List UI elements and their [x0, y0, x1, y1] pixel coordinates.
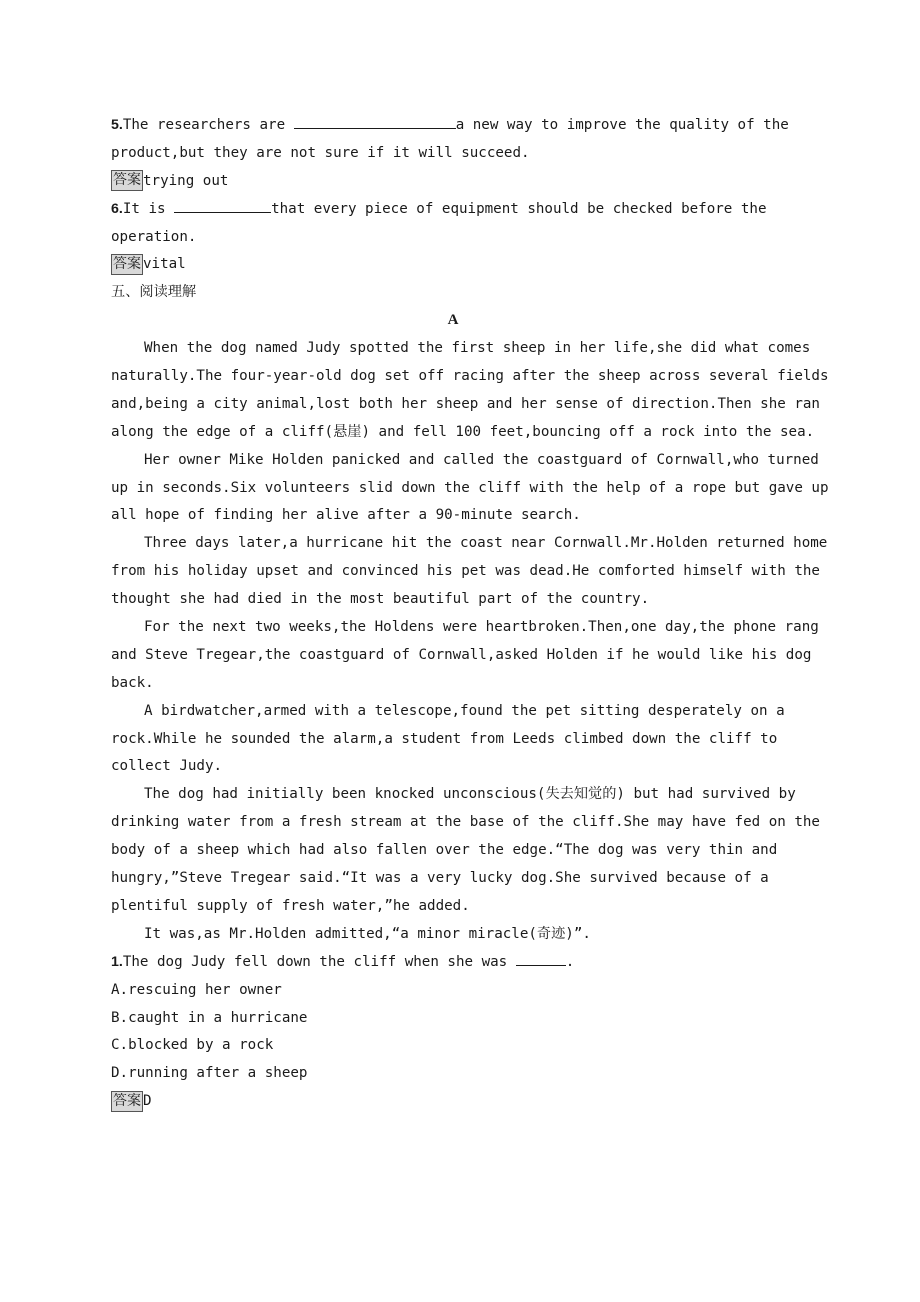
passage-line: from his holiday upset and convinced his pet was dead.He comforted himself with the	[111, 563, 820, 580]
answer-blank	[174, 198, 271, 213]
answer-text: trying out	[143, 172, 229, 189]
passage-line: naturally.The four-year-old dog set off racing after the sheep across several fields	[111, 368, 829, 385]
question-6-answer	[111, 251, 795, 279]
question-5-line-2: product,but they are not sure if it will succeed.	[111, 144, 530, 161]
passage-line: It was,as Mr.Holden admitted,“a minor miracle(奇迹)”.	[144, 925, 591, 942]
option-d: D.running after a sheep	[111, 1065, 308, 1082]
question-text-end: .	[565, 953, 575, 970]
document-page	[111, 112, 829, 1116]
option-a: A.rescuing her owner	[111, 981, 282, 998]
passage-line: and Steve Tregear,the coastguard of Cornwall,asked Holden if he would like his dog	[111, 646, 812, 663]
question-text: that every piece of equipment should be checked before the	[271, 200, 767, 217]
passage-line: Her owner Mike Holden panicked and called the coastguard of Cornwall,who turned	[144, 451, 819, 468]
question-text: The dog Judy fell down the cliff when she was	[122, 953, 516, 970]
passage-line: drinking water from a fresh stream at the base of the cliff.She may have fed on the	[111, 814, 820, 831]
question-number: 5.	[111, 117, 123, 133]
question-text: a new way to improve the quality of the	[455, 117, 789, 133]
answer-label: 答案	[111, 254, 143, 275]
passage-line: plentiful supply of fresh water,”he added.	[111, 897, 470, 914]
question-6-line-1	[111, 196, 795, 224]
question-1-answer	[111, 1088, 795, 1116]
question-5-answer	[111, 168, 795, 196]
answer-label: 答案	[111, 170, 143, 191]
passage-line: Three days later,a hurricane hit the coast near Cornwall.Mr.Holden returned home	[144, 535, 828, 552]
question-1-stem	[111, 949, 795, 977]
passage-title: A	[447, 312, 459, 329]
passage-line: up in seconds.Six volunteers slid down the cliff with the help of a rope but gave up	[111, 479, 829, 496]
answer-blank	[294, 114, 456, 129]
passage-line: When the dog named Judy spotted the first sheep in her life,she did what comes	[144, 340, 811, 357]
passage-line: and,being a city animal,lost both her sheep and her sense of direction.Then she ran	[111, 395, 820, 412]
answer-text: vital	[143, 256, 186, 273]
question-text: The researchers are	[122, 117, 294, 133]
option-c: C.blocked by a rock	[111, 1037, 274, 1054]
question-number: 1.	[111, 953, 123, 970]
passage-line: The dog had initially been knocked unconscious(失去知觉的) but had survived by	[144, 786, 796, 803]
section-heading: 五、阅读理解	[111, 284, 197, 301]
passage-line: collect Judy.	[111, 758, 223, 775]
option-b: B.caught in a hurricane	[111, 1009, 308, 1026]
question-6-line-2: operation.	[111, 228, 197, 245]
question-text: It is	[122, 200, 175, 217]
answer-label: 答案	[111, 1091, 143, 1112]
passage-line: A birdwatcher,armed with a telescope,found the pet sitting desperately on a	[144, 702, 785, 719]
passage-line: thought she had died in the most beautiful part of the country.	[111, 591, 650, 608]
passage-line: along the edge of a cliff(悬崖) and fell 100 feet,bouncing off a rock into the sea.	[111, 423, 815, 440]
passage-line: hungry,”Steve Tregear said.“It was a very lucky dog.She survived because of a	[111, 870, 769, 887]
passage-line: For the next two weeks,the Holdens were heartbroken.Then,one day,the phone rang	[144, 619, 819, 636]
question-5-line-1	[111, 112, 795, 140]
passage-line: body of a sheep which had also fallen over the edge.“The dog was very thin and	[111, 842, 778, 859]
passage-line: all hope of finding her alive after a 90-minute search.	[111, 507, 581, 524]
question-number: 6.	[111, 200, 123, 217]
answer-text: D	[143, 1093, 152, 1110]
passage-line: rock.While he sounded the alarm,a student from Leeds climbed down the cliff to	[111, 730, 778, 747]
answer-blank	[516, 951, 566, 966]
passage-line: back.	[111, 674, 154, 691]
